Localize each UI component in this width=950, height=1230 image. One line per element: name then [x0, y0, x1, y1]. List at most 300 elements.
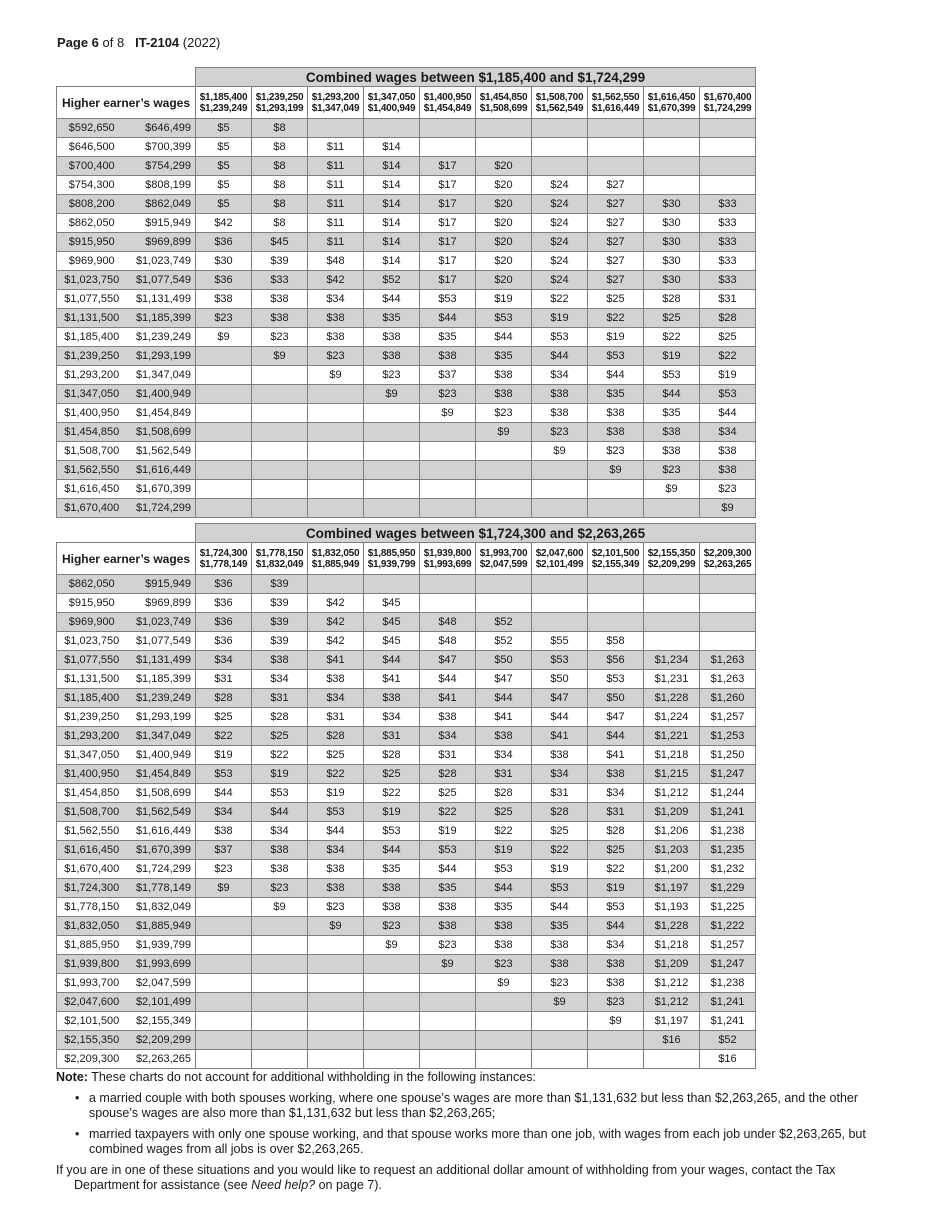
column-range-low: $1,670,400	[703, 91, 752, 103]
row-range-low: $1,670,400	[57, 499, 127, 518]
withholding-cell: $1,209	[644, 803, 700, 822]
withholding-cell	[364, 1050, 420, 1069]
withholding-cell	[252, 936, 308, 955]
withholding-cell	[644, 575, 700, 594]
withholding-cell: $27	[588, 214, 644, 233]
column-range-high: $1,724,299	[703, 102, 752, 114]
withholding-cell: $1,225	[700, 898, 756, 917]
column-range-header	[700, 543, 756, 575]
column-range-header	[700, 87, 756, 119]
withholding-cell: $27	[588, 195, 644, 214]
column-range-header	[644, 87, 700, 119]
withholding-cell: $19	[532, 309, 588, 328]
note-bullet-text: married taxpayers with only one spouse working, and that spouse works more than one job, with wages from each job under $2,263,265, but combined wages from all jobs is over $2,263,265.	[89, 1127, 866, 1156]
bullet-icon: •	[75, 1091, 80, 1105]
row-range-low: $862,050	[57, 575, 127, 594]
row-range-low: $1,724,300	[57, 879, 127, 898]
row-range-high: $1,400,949	[127, 385, 196, 404]
row-range-low: $1,077,550	[57, 290, 127, 309]
table-row	[57, 366, 756, 385]
withholding-cell: $38	[420, 708, 476, 727]
withholding-cell: $30	[644, 214, 700, 233]
withholding-cell: $20	[476, 214, 532, 233]
column-range-high: $2,101,499	[535, 558, 584, 570]
note-bullet-item	[56, 1091, 876, 1121]
row-range-low: $1,293,200	[57, 366, 127, 385]
row-range-low: $1,077,550	[57, 651, 127, 670]
withholding-cell	[420, 1050, 476, 1069]
withholding-cell: $38	[196, 290, 252, 309]
withholding-cell: $22	[420, 803, 476, 822]
withholding-cell	[196, 993, 252, 1012]
withholding-cell: $1,193	[644, 898, 700, 917]
withholding-cell: $38	[476, 917, 532, 936]
withholding-cell: $53	[420, 841, 476, 860]
column-range-low: $1,347,050	[367, 91, 416, 103]
withholding-cell: $9	[588, 1012, 644, 1031]
withholding-cell	[252, 1050, 308, 1069]
row-range-high: $1,939,799	[127, 936, 196, 955]
withholding-cell: $31	[420, 746, 476, 765]
withholding-cell	[588, 1031, 644, 1050]
row-range-low: $592,650	[57, 119, 127, 138]
withholding-cell: $19	[476, 290, 532, 309]
withholding-cell	[532, 119, 588, 138]
withholding-cell: $52	[476, 632, 532, 651]
table-header-row	[57, 87, 756, 119]
withholding-cell: $38	[252, 651, 308, 670]
row-range-low: $1,023,750	[57, 271, 127, 290]
withholding-cell: $1,257	[700, 936, 756, 955]
withholding-cell: $38	[252, 860, 308, 879]
withholding-cell: $1,260	[700, 689, 756, 708]
withholding-cell: $38	[252, 309, 308, 328]
withholding-cell	[532, 575, 588, 594]
table-row	[57, 803, 756, 822]
withholding-cell: $14	[364, 214, 420, 233]
withholding-cell: $38	[532, 404, 588, 423]
withholding-cell: $44	[308, 822, 364, 841]
withholding-cell	[196, 974, 252, 993]
column-range-high: $1,347,049	[311, 102, 360, 114]
withholding-cell: $19	[476, 841, 532, 860]
withholding-cell	[700, 632, 756, 651]
withholding-cell: $44	[532, 708, 588, 727]
withholding-cell: $50	[588, 689, 644, 708]
withholding-cell: $41	[308, 651, 364, 670]
withholding-cell: $9	[196, 879, 252, 898]
row-range-low: $2,209,300	[57, 1050, 127, 1069]
withholding-cell: $5	[196, 119, 252, 138]
withholding-cell: $41	[420, 689, 476, 708]
withholding-cell: $44	[588, 917, 644, 936]
row-range-high: $1,508,699	[127, 784, 196, 803]
withholding-cell: $38	[308, 860, 364, 879]
row-range-low: $2,155,350	[57, 1031, 127, 1050]
row-range-high: $1,347,049	[127, 366, 196, 385]
row-range-low: $1,239,250	[57, 347, 127, 366]
withholding-cell	[364, 955, 420, 974]
note-bullet-text: a married couple with both spouses working, where one spouse’s wages are more than $1,131,632 but less than $2,263,265, and the other spouse’s wages are also more than $1,131,632 but less than $2,263,265;	[89, 1091, 859, 1120]
withholding-cell: $9	[308, 917, 364, 936]
withholding-cell: $19	[196, 746, 252, 765]
withholding-cell	[644, 1050, 700, 1069]
column-range-header	[532, 87, 588, 119]
withholding-cell	[308, 442, 364, 461]
withholding-cell	[252, 461, 308, 480]
withholding-cell	[476, 499, 532, 518]
withholding-cell: $5	[196, 176, 252, 195]
withholding-cell	[364, 461, 420, 480]
table-row	[57, 936, 756, 955]
withholding-cell: $36	[196, 271, 252, 290]
table-header-row	[57, 543, 756, 575]
withholding-cell: $5	[196, 138, 252, 157]
withholding-cell: $37	[196, 841, 252, 860]
withholding-cell: $25	[476, 803, 532, 822]
withholding-cell	[308, 1050, 364, 1069]
withholding-cell	[420, 480, 476, 499]
withholding-cell: $14	[364, 252, 420, 271]
withholding-cell	[364, 575, 420, 594]
row-range-high: $754,299	[127, 157, 196, 176]
column-range-high: $2,155,349	[591, 558, 640, 570]
withholding-cell	[252, 974, 308, 993]
withholding-cell	[532, 138, 588, 157]
withholding-cell: $38	[364, 689, 420, 708]
withholding-cell: $23	[364, 366, 420, 385]
withholding-cell	[196, 404, 252, 423]
withholding-cell: $22	[308, 765, 364, 784]
withholding-cell	[644, 613, 700, 632]
withholding-cell: $1,263	[700, 670, 756, 689]
withholding-cell: $22	[252, 746, 308, 765]
row-range-low: $1,939,800	[57, 955, 127, 974]
withholding-cell	[308, 404, 364, 423]
withholding-cell: $31	[532, 784, 588, 803]
row-range-low: $862,050	[57, 214, 127, 233]
withholding-cell: $23	[364, 917, 420, 936]
column-range-header	[196, 87, 252, 119]
row-range-high: $1,347,049	[127, 727, 196, 746]
withholding-cell: $1,212	[644, 974, 700, 993]
withholding-cell	[476, 138, 532, 157]
withholding-cell: $1,206	[644, 822, 700, 841]
table-row	[57, 347, 756, 366]
column-range-low: $1,616,450	[647, 91, 696, 103]
withholding-cell	[420, 575, 476, 594]
notes-section	[56, 1070, 876, 1193]
column-range-low: $1,293,200	[311, 91, 360, 103]
withholding-cell	[588, 575, 644, 594]
withholding-cell	[196, 461, 252, 480]
withholding-cell: $22	[700, 347, 756, 366]
withholding-cell: $25	[644, 309, 700, 328]
table-row	[57, 328, 756, 347]
table-row	[57, 195, 756, 214]
column-range-low: $1,239,250	[255, 91, 304, 103]
row-range-high: $862,049	[127, 195, 196, 214]
row-range-low: $969,900	[57, 252, 127, 271]
withholding-cell: $53	[644, 366, 700, 385]
withholding-cell	[644, 138, 700, 157]
withholding-cell: $58	[588, 632, 644, 651]
withholding-cell: $8	[252, 119, 308, 138]
withholding-cell: $53	[588, 670, 644, 689]
row-range-high: $2,155,349	[127, 1012, 196, 1031]
row-range-high: $1,185,399	[127, 670, 196, 689]
withholding-cell: $5	[196, 157, 252, 176]
withholding-cell	[196, 917, 252, 936]
row-range-low: $1,185,400	[57, 689, 127, 708]
row-range-high: $1,778,149	[127, 879, 196, 898]
withholding-cell: $1,218	[644, 936, 700, 955]
withholding-cell: $27	[588, 271, 644, 290]
column-range-header	[308, 543, 364, 575]
withholding-cell: $23	[420, 936, 476, 955]
row-range-high: $1,508,699	[127, 423, 196, 442]
column-range-header	[364, 543, 420, 575]
withholding-cell: $9	[532, 442, 588, 461]
withholding-cell: $1,235	[700, 841, 756, 860]
withholding-cell	[364, 1012, 420, 1031]
withholding-cell: $20	[476, 252, 532, 271]
table-row	[57, 1012, 756, 1031]
column-range-header	[196, 543, 252, 575]
row-range-high: $1,724,299	[127, 860, 196, 879]
withholding-cell: $34	[588, 936, 644, 955]
withholding-cell: $9	[476, 974, 532, 993]
note-intro-text: These charts do not account for additional withholding in the following instances:	[87, 1070, 536, 1084]
table-row	[57, 252, 756, 271]
withholding-cell: $36	[196, 233, 252, 252]
row-range-high: $969,899	[127, 233, 196, 252]
row-range-high: $700,399	[127, 138, 196, 157]
withholding-cell: $1,253	[700, 727, 756, 746]
page-total: of 8	[102, 35, 125, 50]
withholding-cell: $1,241	[700, 803, 756, 822]
withholding-cell: $23	[196, 309, 252, 328]
withholding-cell: $8	[252, 195, 308, 214]
withholding-cell: $11	[308, 233, 364, 252]
withholding-cell: $22	[364, 784, 420, 803]
withholding-cell: $34	[196, 803, 252, 822]
withholding-cell	[364, 423, 420, 442]
row-range-high: $2,047,599	[127, 974, 196, 993]
column-range-high: $1,293,199	[255, 102, 304, 114]
withholding-cell	[588, 480, 644, 499]
withholding-cell: $28	[364, 746, 420, 765]
withholding-cell: $38	[644, 423, 700, 442]
table-row	[57, 480, 756, 499]
withholding-cell: $23	[700, 480, 756, 499]
withholding-cell: $5	[196, 195, 252, 214]
row-range-high: $915,949	[127, 575, 196, 594]
withholding-table-2	[56, 523, 756, 1069]
withholding-cell	[476, 119, 532, 138]
row-range-low: $1,562,550	[57, 461, 127, 480]
withholding-cell: $28	[700, 309, 756, 328]
column-range-header	[588, 87, 644, 119]
withholding-cell	[196, 499, 252, 518]
row-range-high: $1,131,499	[127, 290, 196, 309]
withholding-cell: $27	[588, 252, 644, 271]
withholding-cell: $44	[476, 879, 532, 898]
row-range-high: $2,101,499	[127, 993, 196, 1012]
withholding-cell: $34	[308, 841, 364, 860]
row-range-low: $1,023,750	[57, 632, 127, 651]
note-bullet-item	[56, 1127, 876, 1157]
withholding-cell	[196, 1012, 252, 1031]
table-title: Combined wages between $1,724,300 and $2,263,265	[196, 524, 756, 543]
withholding-cell: $35	[532, 917, 588, 936]
withholding-cell: $1,228	[644, 689, 700, 708]
withholding-cell	[252, 480, 308, 499]
withholding-cell: $53	[308, 803, 364, 822]
withholding-cell: $38	[420, 347, 476, 366]
withholding-cell: $1,212	[644, 993, 700, 1012]
withholding-cell: $44	[532, 898, 588, 917]
withholding-cell	[476, 442, 532, 461]
withholding-cell: $20	[476, 271, 532, 290]
withholding-cell: $38	[700, 461, 756, 480]
column-range-low: $2,101,500	[591, 547, 640, 559]
withholding-cell	[420, 138, 476, 157]
withholding-cell: $38	[364, 898, 420, 917]
withholding-cell: $44	[476, 689, 532, 708]
withholding-cell: $14	[364, 195, 420, 214]
withholding-cell	[476, 575, 532, 594]
row-range-high: $915,949	[127, 214, 196, 233]
withholding-cell: $31	[252, 689, 308, 708]
withholding-cell: $22	[532, 841, 588, 860]
withholding-cell: $30	[196, 252, 252, 271]
withholding-cell: $39	[252, 575, 308, 594]
column-range-high: $1,885,949	[311, 558, 360, 570]
column-range-low: $2,155,350	[647, 547, 696, 559]
table-title-row	[57, 68, 756, 87]
withholding-cell	[588, 157, 644, 176]
row-range-high: $1,885,949	[127, 917, 196, 936]
withholding-cell: $17	[420, 157, 476, 176]
column-range-low: $1,832,050	[311, 547, 360, 559]
withholding-cell: $45	[364, 594, 420, 613]
withholding-cell: $25	[196, 708, 252, 727]
withholding-cell: $23	[588, 993, 644, 1012]
row-range-low: $1,454,850	[57, 784, 127, 803]
page-header	[57, 35, 220, 50]
withholding-cell: $42	[196, 214, 252, 233]
withholding-cell: $34	[196, 651, 252, 670]
row-range-high: $808,199	[127, 176, 196, 195]
column-range-header	[308, 87, 364, 119]
row-range-high: $1,077,549	[127, 632, 196, 651]
withholding-cell: $31	[588, 803, 644, 822]
withholding-cell: $38	[644, 442, 700, 461]
withholding-cell	[476, 1050, 532, 1069]
row-range-high: $1,400,949	[127, 746, 196, 765]
withholding-cell: $38	[364, 328, 420, 347]
withholding-cell: $31	[364, 727, 420, 746]
withholding-cell: $38	[364, 347, 420, 366]
withholding-cell	[532, 1031, 588, 1050]
withholding-cell	[476, 1031, 532, 1050]
withholding-cell: $23	[644, 461, 700, 480]
withholding-cell	[308, 119, 364, 138]
column-range-header	[644, 543, 700, 575]
withholding-cell: $35	[420, 328, 476, 347]
withholding-cell: $20	[476, 176, 532, 195]
table-row	[57, 727, 756, 746]
row-range-low: $646,500	[57, 138, 127, 157]
withholding-cell: $38	[588, 423, 644, 442]
column-range-high: $1,993,699	[423, 558, 472, 570]
column-range-header	[476, 543, 532, 575]
withholding-cell	[420, 974, 476, 993]
withholding-cell: $36	[196, 575, 252, 594]
column-range-high: $1,400,949	[367, 102, 416, 114]
withholding-cell: $38	[252, 290, 308, 309]
withholding-cell: $8	[252, 157, 308, 176]
withholding-cell: $38	[532, 936, 588, 955]
withholding-cell: $22	[476, 822, 532, 841]
table-row	[57, 271, 756, 290]
column-range-high: $2,263,265	[703, 558, 752, 570]
column-range-high: $1,670,399	[647, 102, 696, 114]
withholding-cell: $23	[308, 898, 364, 917]
withholding-cell: $1,215	[644, 765, 700, 784]
withholding-cell: $25	[532, 822, 588, 841]
row-range-high: $1,023,749	[127, 613, 196, 632]
row-range-low: $1,400,950	[57, 765, 127, 784]
withholding-cell	[252, 917, 308, 936]
form-number: IT-2104	[135, 35, 180, 50]
row-range-low: $808,200	[57, 195, 127, 214]
withholding-cell: $25	[700, 328, 756, 347]
withholding-cell: $44	[476, 328, 532, 347]
withholding-cell: $1,247	[700, 765, 756, 784]
withholding-cell: $8	[252, 214, 308, 233]
withholding-cell: $28	[252, 708, 308, 727]
withholding-cell: $44	[588, 366, 644, 385]
withholding-cell: $17	[420, 195, 476, 214]
withholding-cell: $9	[588, 461, 644, 480]
withholding-cell: $17	[420, 176, 476, 195]
withholding-cell: $1,234	[644, 651, 700, 670]
row-range-low: $915,950	[57, 594, 127, 613]
withholding-cell	[364, 480, 420, 499]
withholding-cell: $28	[588, 822, 644, 841]
withholding-cell	[532, 461, 588, 480]
withholding-cell	[364, 974, 420, 993]
withholding-cell: $38	[252, 841, 308, 860]
withholding-cell	[420, 993, 476, 1012]
note-label: Note:	[56, 1070, 88, 1084]
withholding-cell	[196, 385, 252, 404]
table-row	[57, 1031, 756, 1050]
column-range-header	[364, 87, 420, 119]
page-number: Page 6	[57, 35, 99, 50]
row-range-high: $1,454,849	[127, 404, 196, 423]
table-corner	[57, 524, 196, 543]
withholding-cell: $11	[308, 195, 364, 214]
table-row	[57, 670, 756, 689]
withholding-cell: $38	[308, 670, 364, 689]
row-range-low: $2,047,600	[57, 993, 127, 1012]
form-year: (2022)	[182, 35, 221, 50]
withholding-cell: $31	[308, 708, 364, 727]
table-row	[57, 385, 756, 404]
